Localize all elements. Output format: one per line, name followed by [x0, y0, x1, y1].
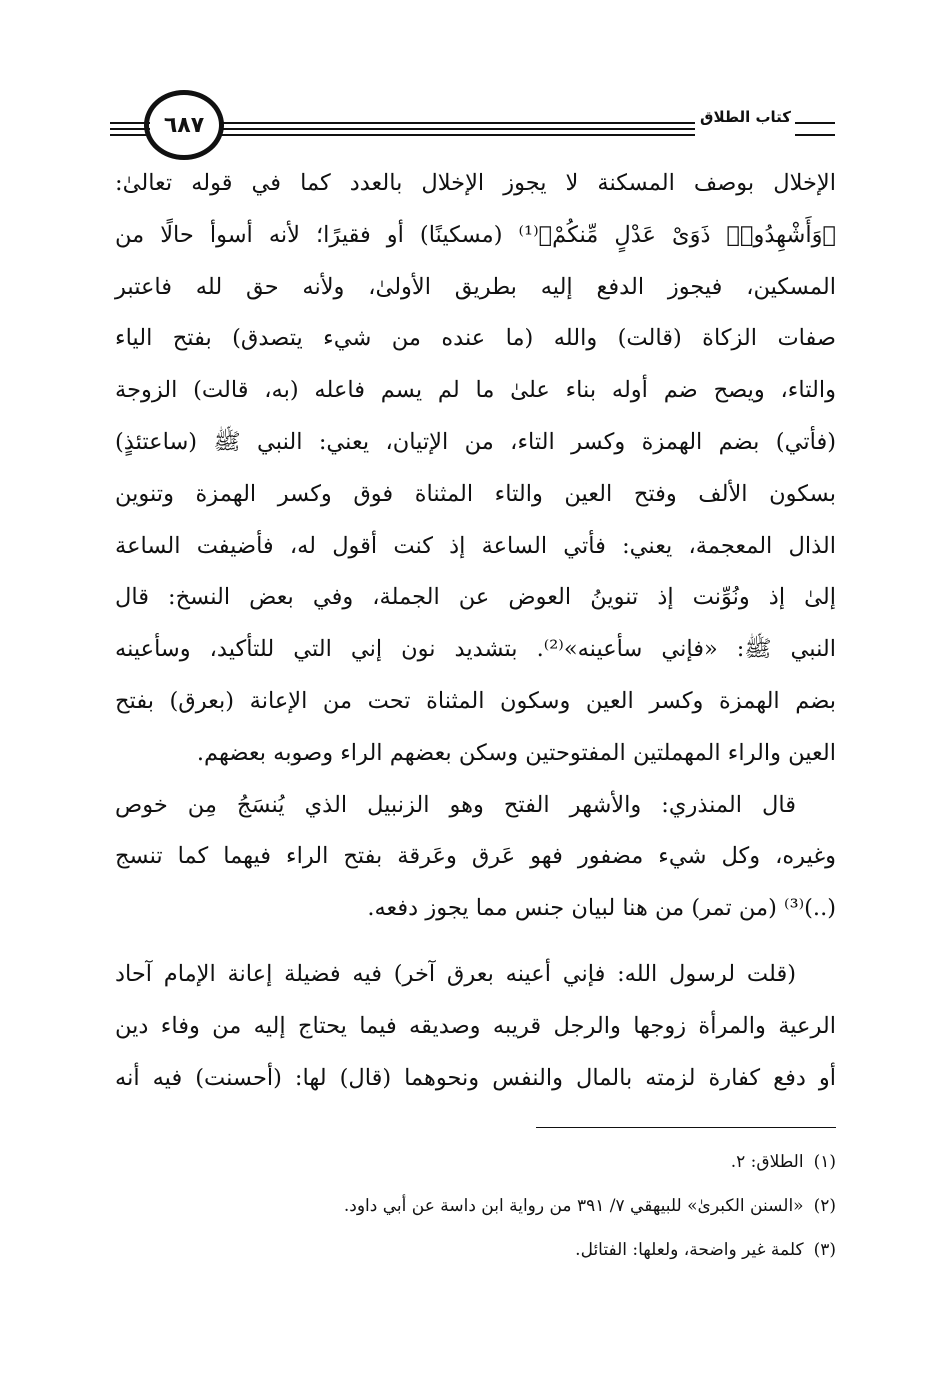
page-number: ٦٨٧ [163, 112, 205, 138]
text-line: بضم الهمزة وكسر العين وسكون المثناة تحت من الإعانة (بعرق) بفتح [115, 687, 836, 714]
text-line: الرعية والمرأة زوجها والرجل قريبه وصديقه فيما يحتاج إليه من وفاء دين [115, 1012, 836, 1039]
text-line: الإخلال بوصف المسكنة لا يجوز الإخلال بالعدد كما في قوله تعالىٰ: [115, 170, 836, 196]
footnote [115, 1184, 836, 1228]
text-line: أو دفع كفارة لزمته بالمال والنفس ونحوهما (قال) لها: (أحسنت) فيه أنه [115, 1064, 836, 1091]
footnote-separator [536, 1127, 836, 1128]
text-line: والتاء، ويصح ضم أوله بناء علىٰ ما لم يسم فاعله (به، قالت) الزوجة [115, 377, 836, 404]
text-line: المسكين، فيجوز الدفع إليه بطريق الأولىٰ، ولأنه حق لله فاعتبر [115, 273, 836, 300]
header-rule [218, 122, 695, 124]
text-line: إلىٰ إذ ونُوِّنت إذ تنوينُ العوض عن الجملة، وفي بعض النسخ: قال [115, 584, 836, 611]
footnote-text: كلمة غير واضحة، ولعلها: الفتائل. [575, 1240, 804, 1260]
text-line: صفات الزكاة (قالت) والله (ما عنده من شيء يتصدق) بفتح الياء [115, 325, 836, 352]
header-rule [218, 128, 695, 130]
text-line: وغيره، وكل شيء مضفور فهو عَرق وعَرقة بفتح الراء فيهما كما تنسج [115, 843, 836, 870]
footnote-number: (٢) [813, 1196, 836, 1216]
text-line: (..)⁽³⁾ (من تمر) من هنا لبيان جنس مما يجوز دفعه. [367, 895, 836, 922]
text-line: قال المنذري: والأشهر الفتح وهو الزنبيل الذي يُنسَجُ مِن خوص [115, 791, 796, 818]
footnote-text: الطلاق: ٢. [730, 1152, 804, 1172]
header-rule [110, 128, 150, 130]
page-number-badge [144, 90, 224, 160]
main-text [115, 158, 836, 1104]
text-line: العين والراء المهملتين المفتوحتين وسكن بعضهم الراء وصوبه بعضهم. [196, 739, 836, 766]
footnote [115, 1228, 836, 1272]
header-rule [110, 134, 150, 136]
footnote [115, 1140, 836, 1184]
text-line: بسكون الألف وفتح العين والتاء المثناة فوق وكسر الهمزة وتنوين [115, 480, 836, 507]
text-line: ﴿وَأَشْهِدُوا۟ ذَوَىْ عَدْلٍ مِّنكُمْ﴾⁽¹⁾ (مسكينًا) أو فقيرًا؛ لأنه أسوأ حالًا من [115, 221, 837, 248]
text-line: الذال المعجمة، يعني: فأتي الساعة إذ كنت أقول له، فأضيفت الساعة [115, 532, 836, 559]
text-line: (قلت لرسول الله: فإني أعينه بعرق آخر) فيه فضيلة إعانة الإمام آحاد [115, 960, 796, 987]
header-rule [795, 134, 835, 136]
footnote-text: «السنن الكبرىٰ» للبيهقي ٧/ ٣٩١ من رواية ابن داسة عن أبي داود. [343, 1196, 804, 1216]
text-line: (فأتي) بضم الهمزة وكسر التاء، من الإتيان، يعني: النبي ﷺ (ساعتئذٍ) [115, 428, 836, 455]
footnote-number: (١) [813, 1152, 836, 1172]
header-rule [795, 122, 835, 124]
chapter-title: كتاب الطلاق [700, 108, 791, 126]
text-line: النبي ﷺ: «فإني سأعينه»⁽²⁾. بتشديد نون إني التي للتأكيد، وسأعينه [115, 636, 836, 663]
footnotes [115, 1140, 836, 1272]
footnote-number: (٣) [813, 1240, 836, 1260]
header-rule [218, 134, 695, 136]
header-rule [110, 122, 150, 124]
